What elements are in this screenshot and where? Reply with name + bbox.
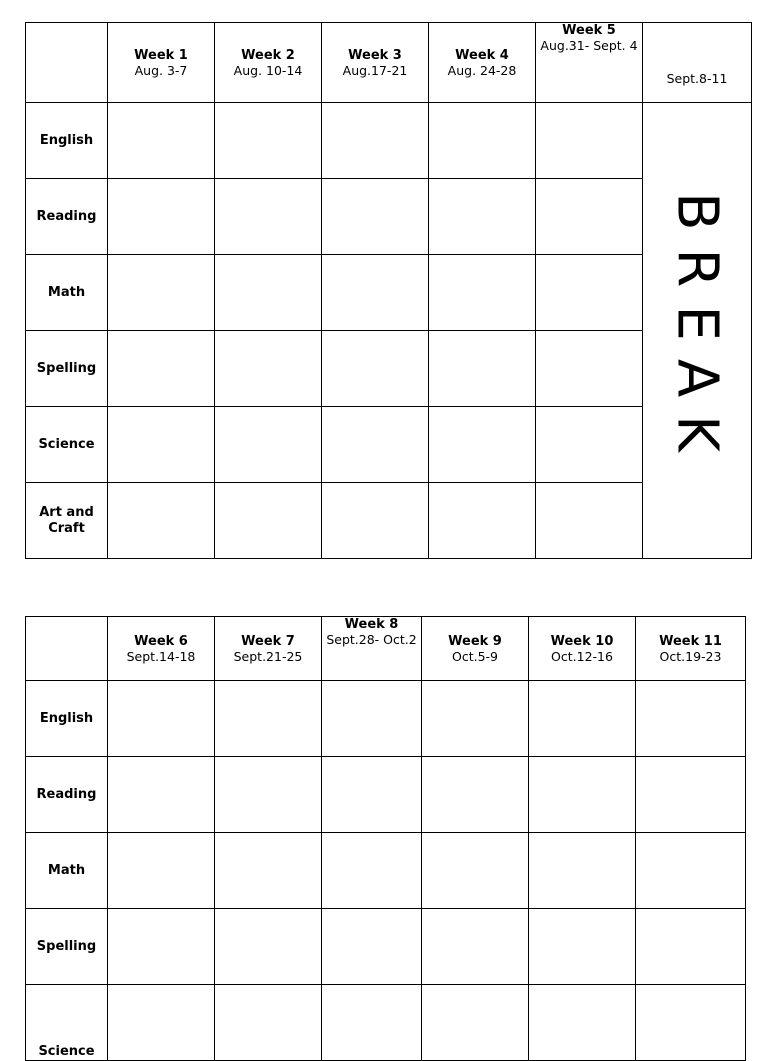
grid-cell xyxy=(108,179,215,255)
subject-label: Science xyxy=(26,985,108,1061)
grid-cell xyxy=(215,255,322,331)
week-header: Week 9 Oct.5-9 xyxy=(422,617,529,681)
grid-cell xyxy=(536,179,643,255)
grid-cell xyxy=(429,407,536,483)
schedule-table-2 xyxy=(25,616,746,1061)
table-row xyxy=(26,103,752,179)
grid-cell xyxy=(536,483,643,559)
subject-label: Science xyxy=(26,407,108,483)
table-row xyxy=(26,681,746,757)
grid-cell xyxy=(215,909,322,985)
grid-cell xyxy=(536,407,643,483)
table-row xyxy=(26,757,746,833)
header-row xyxy=(26,617,746,681)
grid-cell xyxy=(108,985,215,1061)
grid-cell xyxy=(636,909,746,985)
grid-cell xyxy=(322,909,422,985)
week-header: Week 5 Aug.31- Sept. 4 xyxy=(536,23,643,103)
break-label: BREAK xyxy=(664,191,730,470)
grid-cell xyxy=(429,103,536,179)
week-header: Week 4 Aug. 24-28 xyxy=(429,23,536,103)
grid-cell xyxy=(529,909,636,985)
grid-cell xyxy=(322,833,422,909)
grid-cell xyxy=(108,255,215,331)
grid-cell xyxy=(529,985,636,1061)
grid-cell xyxy=(108,757,215,833)
grid-cell xyxy=(215,331,322,407)
corner-cell xyxy=(26,23,108,103)
header-row xyxy=(26,23,752,103)
grid-cell xyxy=(529,757,636,833)
grid-cell xyxy=(636,985,746,1061)
grid-cell xyxy=(215,681,322,757)
grid-cell xyxy=(422,681,529,757)
grid-cell xyxy=(322,331,429,407)
grid-cell xyxy=(536,331,643,407)
grid-cell xyxy=(108,407,215,483)
subject-label: Math xyxy=(26,833,108,909)
grid-cell xyxy=(108,103,215,179)
break-week-header: Sept.8-11 xyxy=(643,23,752,103)
subject-label: Art and Craft xyxy=(26,483,108,559)
schedule-table-1 xyxy=(25,22,752,559)
grid-cell xyxy=(215,483,322,559)
table-row xyxy=(26,909,746,985)
week-header: Week 1 Aug. 3-7 xyxy=(108,23,215,103)
grid-cell xyxy=(429,483,536,559)
week-header: Week 3 Aug.17-21 xyxy=(322,23,429,103)
grid-cell xyxy=(215,407,322,483)
subject-label: Math xyxy=(26,255,108,331)
grid-cell xyxy=(215,833,322,909)
grid-cell xyxy=(215,985,322,1061)
corner-cell xyxy=(26,617,108,681)
grid-cell xyxy=(322,757,422,833)
grid-cell xyxy=(108,909,215,985)
grid-cell xyxy=(536,103,643,179)
grid-cell xyxy=(322,681,422,757)
subject-label: English xyxy=(26,103,108,179)
subject-label: Reading xyxy=(26,179,108,255)
grid-cell xyxy=(429,255,536,331)
grid-cell xyxy=(215,179,322,255)
grid-cell xyxy=(322,255,429,331)
grid-cell xyxy=(215,757,322,833)
grid-cell xyxy=(429,179,536,255)
grid-cell xyxy=(636,681,746,757)
week-header: Week 10 Oct.12-16 xyxy=(529,617,636,681)
subject-label: Spelling xyxy=(26,909,108,985)
grid-cell xyxy=(529,833,636,909)
week-header: Week 2 Aug. 10-14 xyxy=(215,23,322,103)
grid-cell xyxy=(108,483,215,559)
grid-cell xyxy=(422,985,529,1061)
grid-cell xyxy=(322,407,429,483)
subject-label: English xyxy=(26,681,108,757)
grid-cell xyxy=(536,255,643,331)
grid-cell xyxy=(322,483,429,559)
grid-cell xyxy=(422,757,529,833)
grid-cell xyxy=(108,833,215,909)
grid-cell xyxy=(422,909,529,985)
week-header: Week 6 Sept.14-18 xyxy=(108,617,215,681)
grid-cell xyxy=(322,179,429,255)
grid-cell xyxy=(422,833,529,909)
grid-cell xyxy=(529,681,636,757)
grid-cell xyxy=(108,681,215,757)
subject-label: Spelling xyxy=(26,331,108,407)
week-header: Week 7 Sept.21-25 xyxy=(215,617,322,681)
table-row xyxy=(26,985,746,1061)
grid-cell xyxy=(429,331,536,407)
break-cell xyxy=(643,103,752,559)
table-row xyxy=(26,833,746,909)
grid-cell xyxy=(322,985,422,1061)
week-header: Week 11 Oct.19-23 xyxy=(636,617,746,681)
grid-cell xyxy=(215,103,322,179)
grid-cell xyxy=(108,331,215,407)
grid-cell xyxy=(322,103,429,179)
week-header: Week 8 Sept.28- Oct.2 xyxy=(322,617,422,681)
grid-cell xyxy=(636,757,746,833)
grid-cell xyxy=(636,833,746,909)
subject-label: Reading xyxy=(26,757,108,833)
